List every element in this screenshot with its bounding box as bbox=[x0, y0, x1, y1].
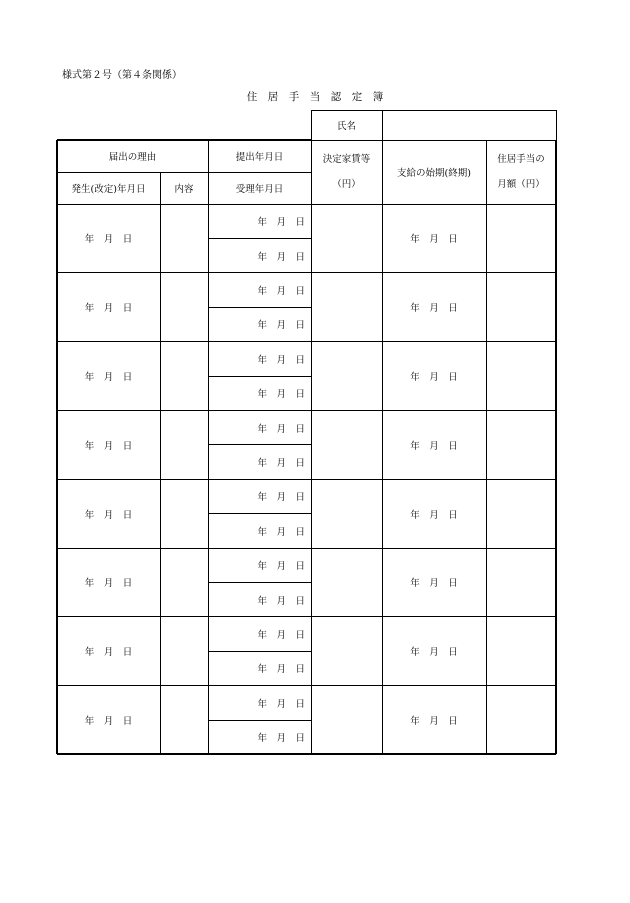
row-monthly-allowance[interactable] bbox=[486, 204, 556, 273]
row-payment-period[interactable]: 年 月 日 bbox=[410, 578, 458, 590]
header-monthly-allowance bbox=[486, 140, 556, 204]
row-decided-rent[interactable] bbox=[311, 479, 382, 548]
header-receipt-date: 受理年月日 bbox=[235, 184, 284, 195]
row-received-date[interactable]: 年 月 日 bbox=[257, 457, 305, 469]
row-submitted-date[interactable]: 年 月 日 bbox=[257, 561, 305, 573]
header-decided-rent bbox=[311, 140, 382, 204]
row-decided-rent[interactable] bbox=[311, 273, 382, 342]
row-content[interactable] bbox=[160, 410, 208, 479]
row-content[interactable] bbox=[160, 273, 208, 342]
row-decided-rent[interactable] bbox=[311, 342, 382, 411]
header-decided-rent-line-2: （円） bbox=[332, 179, 361, 190]
row-monthly-allowance[interactable] bbox=[486, 617, 556, 686]
row-submitted-date[interactable]: 年 月 日 bbox=[257, 492, 305, 504]
row-occurrence-date[interactable]: 年 月 日 bbox=[84, 234, 133, 246]
row-content[interactable] bbox=[160, 617, 208, 686]
row-received-date[interactable]: 年 月 日 bbox=[257, 664, 305, 676]
row-decided-rent[interactable] bbox=[311, 204, 382, 273]
header-reason: 届出の理由 bbox=[108, 152, 157, 163]
row-occurrence-date[interactable]: 年 月 日 bbox=[84, 371, 133, 383]
row-received-date[interactable]: 年 月 日 bbox=[257, 733, 305, 745]
row-payment-period[interactable]: 年 月 日 bbox=[410, 303, 458, 315]
row-monthly-allowance[interactable] bbox=[486, 686, 556, 755]
row-occurrence-date[interactable]: 年 月 日 bbox=[84, 303, 133, 315]
row-occurrence-date[interactable]: 年 月 日 bbox=[84, 440, 133, 452]
header-decided-rent-line-1: 決定家賃等 bbox=[322, 154, 371, 165]
row-content[interactable] bbox=[160, 686, 208, 755]
header-payment-period: 支給の始期(終期) bbox=[397, 168, 471, 179]
row-payment-period[interactable]: 年 月 日 bbox=[410, 509, 458, 521]
row-received-date[interactable]: 年 月 日 bbox=[257, 389, 305, 401]
row-received-date[interactable]: 年 月 日 bbox=[257, 251, 305, 263]
row-submitted-date[interactable]: 年 月 日 bbox=[257, 217, 305, 229]
row-decided-rent[interactable] bbox=[311, 617, 382, 686]
row-content[interactable] bbox=[160, 548, 208, 617]
name-field[interactable] bbox=[382, 110, 556, 140]
header-submission-date: 提出年月日 bbox=[235, 152, 284, 163]
row-decided-rent[interactable] bbox=[311, 410, 382, 479]
row-content[interactable] bbox=[160, 479, 208, 548]
row-decided-rent[interactable] bbox=[311, 686, 382, 755]
row-payment-period[interactable]: 年 月 日 bbox=[410, 647, 458, 659]
row-occurrence-date[interactable]: 年 月 日 bbox=[84, 578, 133, 590]
header-monthly-allowance-line-2: 月額（円） bbox=[497, 179, 545, 190]
row-submitted-date[interactable]: 年 月 日 bbox=[257, 285, 305, 297]
row-decided-rent[interactable] bbox=[311, 548, 382, 617]
row-submitted-date[interactable]: 年 月 日 bbox=[257, 629, 305, 641]
row-received-date[interactable]: 年 月 日 bbox=[257, 526, 305, 538]
row-received-date[interactable]: 年 月 日 bbox=[257, 595, 305, 607]
name-label: 氏名 bbox=[336, 121, 356, 132]
row-occurrence-date[interactable]: 年 月 日 bbox=[84, 715, 133, 727]
row-monthly-allowance[interactable] bbox=[486, 410, 556, 479]
row-monthly-allowance[interactable] bbox=[486, 548, 556, 617]
header-occurrence-date: 発生(改定)年月日 bbox=[71, 184, 146, 195]
row-content[interactable] bbox=[160, 204, 208, 273]
row-payment-period[interactable]: 年 月 日 bbox=[410, 440, 458, 452]
row-submitted-date[interactable]: 年 月 日 bbox=[257, 354, 305, 366]
form-number: 様式第２号（第４条関係） bbox=[62, 70, 182, 81]
header-content: 内容 bbox=[174, 184, 194, 195]
row-payment-period[interactable]: 年 月 日 bbox=[410, 715, 458, 727]
document-title: 住 居 手 当 認 定 簿 bbox=[246, 91, 384, 103]
row-submitted-date[interactable]: 年 月 日 bbox=[257, 423, 305, 435]
row-payment-period[interactable]: 年 月 日 bbox=[410, 371, 458, 383]
row-received-date[interactable]: 年 月 日 bbox=[257, 320, 305, 332]
row-monthly-allowance[interactable] bbox=[486, 479, 556, 548]
row-occurrence-date[interactable]: 年 月 日 bbox=[84, 647, 133, 659]
row-submitted-date[interactable]: 年 月 日 bbox=[257, 698, 305, 710]
row-monthly-allowance[interactable] bbox=[486, 342, 556, 411]
row-monthly-allowance[interactable] bbox=[486, 273, 556, 342]
header-monthly-allowance-line-1: 住居手当の bbox=[497, 154, 545, 165]
row-occurrence-date[interactable]: 年 月 日 bbox=[84, 509, 133, 521]
row-content[interactable] bbox=[160, 342, 208, 411]
row-payment-period[interactable]: 年 月 日 bbox=[410, 234, 458, 246]
